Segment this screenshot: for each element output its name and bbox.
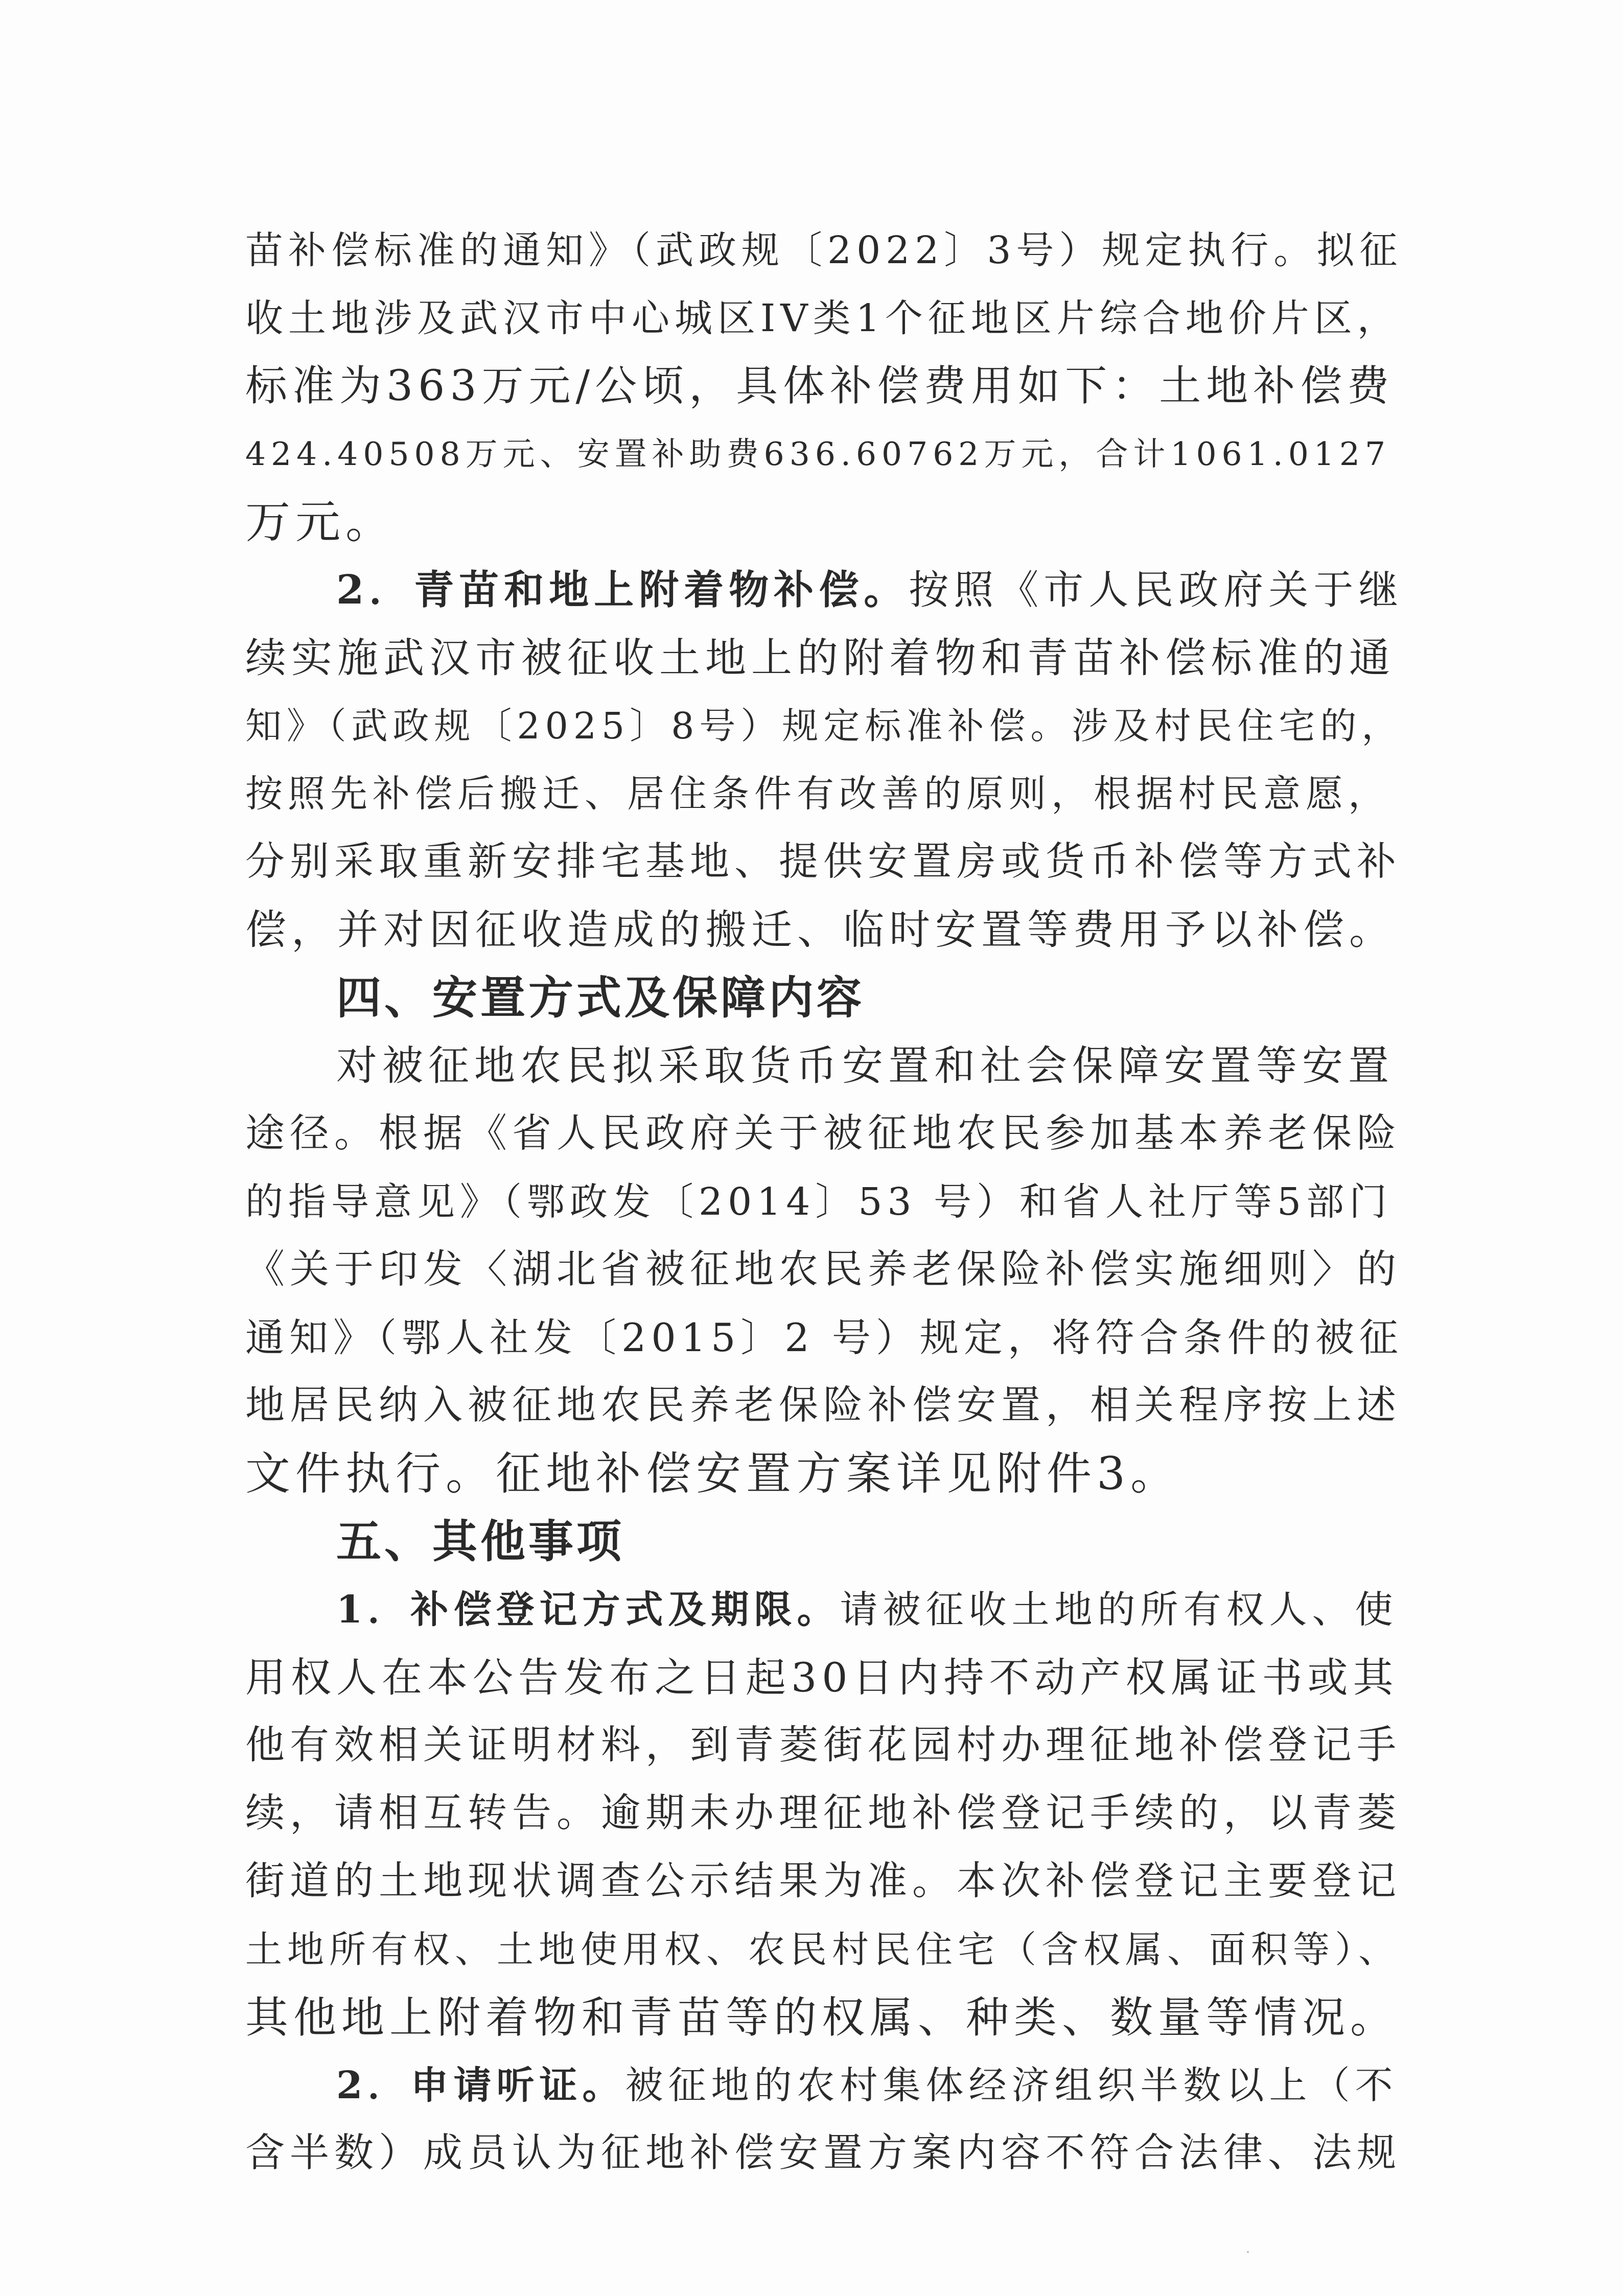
paragraph-line: 标准为363万元/公顷，具体补偿费用如下：土地补偿费 <box>245 362 1395 410</box>
paragraph-line: 续实施武汉市被征收土地上的附着物和青苗补偿标准的通 <box>245 634 1395 682</box>
paragraph-line: 土地所有权、土地使用权、农民村民住宅（含权属、面积等）、 <box>245 1928 1401 1971</box>
paragraph-line: 其他地上附着物和青苗等的权属、种类、数量等情况。 <box>245 1992 1399 2043</box>
paragraph-line: 通知》（鄂人社发〔2015〕2 号）规定，将符合条件的被征 <box>245 1315 1403 1360</box>
paragraph-line: 苗补偿标准的通知》（武政规〔2022〕3号）规定执行。拟征 <box>245 228 1403 272</box>
paragraph-first-line: 对被征地农民拟采取货币安置和社会保障安置等安置 <box>336 1042 1394 1089</box>
paragraph-text: 被征地的农村集体经济组织半数以上（不 <box>625 2063 1398 2107</box>
item-title: 2．青苗和地上附着物补偿。 <box>336 567 909 613</box>
paragraph-first-line <box>336 560 1403 621</box>
paragraph-line: 途径。根据《省人民政府关于被征地农民参加基本养老保险 <box>245 1111 1401 1156</box>
paragraph-line: 文件执行。征地补偿安置方案详见附件3。 <box>245 1447 1180 1500</box>
section-heading: 五、其他事项 <box>336 1515 625 1568</box>
paragraph-first-line <box>336 1579 1403 1640</box>
paragraph-line: 知》（武政规〔2025〕8号）规定标准补偿。涉及村民住宅的， <box>245 705 1403 747</box>
paragraph-text: 按照《市人民政府关于继 <box>909 567 1404 613</box>
section-heading: 四、安置方式及保障内容 <box>336 971 865 1024</box>
paragraph-line: 《关于印发〈湖北省被征地农民养老保险补偿实施细则〉的 <box>245 1247 1401 1292</box>
paragraph-line: 偿，并对因征收造成的搬迁、临时安置等费用予以补偿。 <box>245 906 1395 954</box>
paragraph-line: 用权人在本公告发布之日起30日内持不动产权属证书或其 <box>245 1654 1399 1701</box>
scan-speck <box>1247 2251 1249 2253</box>
paragraph-line: 含半数）成员认为征地补偿安置方案内容不符合法律、法规 <box>245 2130 1401 2176</box>
paragraph-line: 地居民纳入被征地农民养老保险补偿安置，相关程序按上述 <box>245 1383 1401 1428</box>
paragraph-first-line <box>336 2055 1403 2116</box>
paragraph-line: 424.40508万元、安置补助费636.60762万元，合计1061.0127 <box>245 435 1391 473</box>
paragraph-line: 分别采取重新安排宅基地、提供安置房或货币补偿等方式补 <box>245 839 1401 885</box>
paragraph-text: 请被征收土地的所有权人、使 <box>840 1588 1398 1632</box>
paragraph-line: 按照先补偿后搬迁、居住条件有改善的原则，根据村民意愿， <box>245 772 1390 816</box>
paragraph-line: 的指导意见》（鄂政发〔2014〕53 号）和省人社厅等5部门 <box>245 1180 1393 1224</box>
paragraph-line: 街道的土地现状调查公示结果为准。本次补偿登记主要登记 <box>245 1859 1401 1904</box>
paragraph-line: 万元。 <box>245 496 396 548</box>
paragraph-line: 收土地涉及武汉市中心城区IV类1个征地区片综合地价片区， <box>245 296 1400 340</box>
paragraph-line: 续，请相互转告。逾期未办理征地补偿登记手续的，以青菱 <box>245 1791 1401 1836</box>
item-title: 1．补偿登记方式及期限。 <box>336 1588 840 1632</box>
paragraph-line: 他有效相关证明材料，到青菱街花园村办理征地补偿登记手 <box>245 1723 1401 1768</box>
item-title: 2．申请听证。 <box>336 2063 625 2107</box>
